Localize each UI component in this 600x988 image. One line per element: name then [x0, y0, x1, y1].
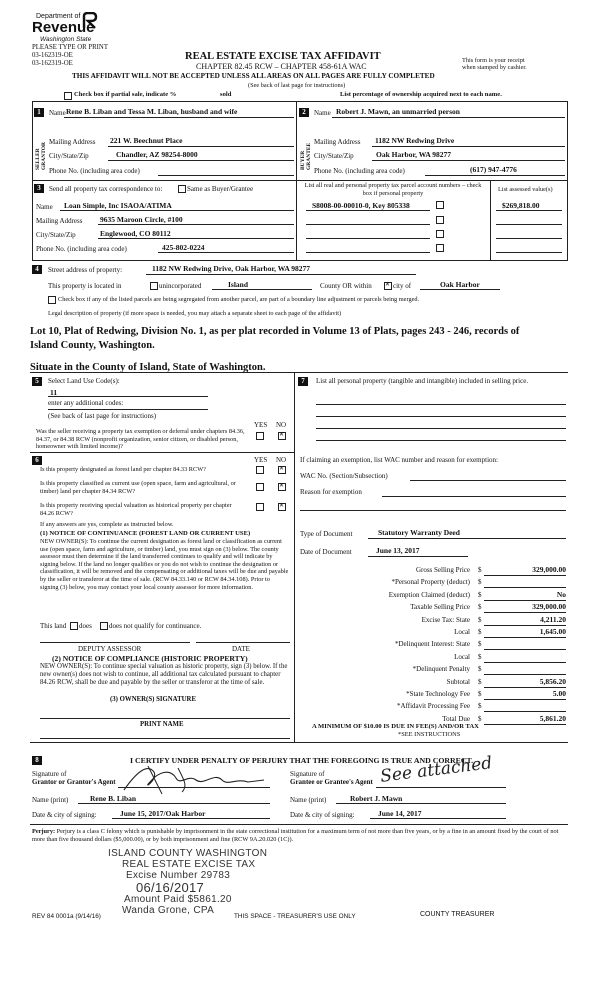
form-title: REAL ESTATE EXCISE TAX AFFIDAVIT [185, 51, 381, 62]
seller-city[interactable]: Chandler, AZ 98254-8000 [116, 150, 198, 159]
parcel-checkbox-2[interactable] [436, 216, 444, 224]
seller-name[interactable]: Rene B. Liban and Tessa M. Liban, husband and wife [66, 107, 238, 116]
grantor-signature[interactable] [118, 760, 268, 796]
section-1-number: 1 [34, 108, 44, 117]
fee-row-dollar: $ [478, 677, 482, 686]
see-attached-handwritten: See attached [379, 753, 494, 787]
treasurer-use-label: THIS SPACE - TREASURER'S USE ONLY [234, 913, 356, 920]
fee-row-value[interactable]: 5,861.20 [539, 713, 566, 723]
stamp-line-3: Excise Number 29783 [126, 870, 231, 881]
land-use-label: Select Land Use Code(s): [48, 377, 120, 385]
same-as-buyer-checkbox[interactable] [178, 185, 186, 193]
q3-label: Is this property receiving special valuation as historical property per chapter 84.26 RCW? [40, 502, 232, 517]
logo-top: Department of [36, 13, 81, 20]
print-name-label: PRINT NAME [140, 721, 184, 728]
s5-yes-checkbox[interactable] [256, 432, 264, 440]
seller-date[interactable]: June 15, 2017/Oak Harbor [120, 809, 206, 818]
q2-yes-checkbox[interactable] [256, 483, 264, 491]
logo-main: Revenue [32, 19, 95, 36]
logo-icon [82, 12, 98, 32]
seller-city-label: City/State/Zip [49, 152, 89, 160]
doc-type[interactable]: Statutory Warranty Deed [378, 528, 460, 537]
stamp-line-2: REAL ESTATE EXCISE TAX [122, 859, 256, 870]
fee-row-label: Total Due [442, 714, 470, 723]
fee-row-dollar: $ [478, 566, 482, 574]
assessed-header: List assessed value(s) [498, 186, 553, 193]
does-checkbox[interactable] [70, 622, 78, 630]
assessed-value[interactable]: $269,818.00 [502, 201, 540, 210]
pct-note: List percentage of ownership acquired next to each name. [340, 91, 502, 98]
buyer-city-label: City/State/Zip [314, 152, 354, 160]
fee-row-dollar: $ [478, 628, 482, 636]
q3-no-checkbox[interactable] [278, 503, 286, 511]
parcel-number[interactable]: S8008-00-00010-0, Key 805338 [312, 201, 410, 210]
grantor-sig-label-2: Grantor or Grantor's Agent [32, 778, 116, 786]
reason-label: Reason for exemption [300, 488, 362, 496]
fee-row-label: *State Technology Fee [406, 690, 470, 698]
owner-signature-label: (3) OWNER(S) SIGNATURE [110, 696, 196, 703]
fee-row-dollar: $ [478, 652, 482, 661]
fee-row-label: *Delinquent Penalty [412, 665, 470, 674]
this-land-label: This land [40, 622, 67, 630]
fee-row-dollar: $ [478, 603, 482, 612]
deputy-assessor-label: DEPUTY ASSESSOR [78, 645, 142, 653]
fee-row-underline [484, 612, 566, 613]
buyer-phone-label: Phone No. (including area code) [314, 167, 405, 175]
s3-city-label: City/State/Zip [36, 231, 76, 239]
county-or-label: County OR within [320, 282, 372, 290]
s5-see-back: (See back of last page for instructions) [48, 412, 157, 420]
type-note: PLEASE TYPE OR PRINT [32, 44, 108, 51]
q1-yes-checkbox[interactable] [256, 466, 264, 474]
fee-row-label: Taxable Selling Price [410, 603, 470, 612]
see-back: (See back of last page for instructions) [248, 82, 346, 89]
buyer-name[interactable]: Robert J. Mawn, an unmarried person [336, 107, 460, 116]
grantee-sig-label-1: Signature of [290, 770, 325, 778]
legal-line-3: Situate in the County of Island, State of Washington. [30, 362, 266, 373]
section-7-number: 7 [298, 377, 308, 386]
fee-row-underline [484, 699, 566, 700]
s5-yes-header: YES [254, 421, 268, 429]
seller-date-label: Date & city of signing: [32, 811, 97, 819]
notice1-body: NEW OWNER(S): To continue the current designation as forest land or classification as current use (open space, farm and agriculture, or timber) land, you must sign on (3) below. The county assessor must then determine if the land transferred continues to qualify and will indicate by signing below. If the land no longer qualifies or you do not wish to continue the designation or classification, it will be removed and the compensating or additional taxes will be due and payable by the seller or transferor at the time of sale. (RCW 84.33.140 or RCW 84.34.108). Prior to signing (3) below, you may contact your local county assessor for more information. [40, 538, 289, 591]
exemption-claim-label: If claiming an exemption, list WAC number and reason for exemption: [300, 456, 498, 464]
fee-row-value[interactable]: 5,856.20 [539, 676, 566, 686]
parcel-checkbox-3[interactable] [436, 230, 444, 238]
fee-row-dollar: $ [478, 640, 482, 649]
fee-row-value[interactable]: 329,000.00 [532, 565, 566, 574]
fee-row-value[interactable]: 4,211.20 [540, 614, 566, 624]
fee-row-dollar: $ [478, 615, 482, 624]
receipt-note-2: when stamped by cashier. [462, 64, 527, 71]
s3-city[interactable]: Englewood, CO 80112 [100, 229, 171, 238]
buyer-city[interactable]: Oak Harbor, WA 98277 [376, 150, 452, 159]
buyer-mailing-label: Mailing Address [314, 138, 361, 146]
fee-row-label: *Delinquent Interest: State [394, 640, 470, 649]
notice2-title: (2) NOTICE OF COMPLIANCE (HISTORIC PROPERTY) [52, 654, 248, 663]
land-use-code[interactable]: 11 [50, 388, 58, 397]
segregated-label: Check box if any of the listed parcels are being segregated from another parcel, are part of a boundary line adjustment or parcels being merged. [58, 296, 420, 303]
fee-row-underline [484, 724, 566, 725]
fee-row-underline [484, 662, 566, 663]
fee-row-label: Subtotal [446, 677, 470, 686]
county-treasurer-label: COUNTY TREASURER [420, 911, 495, 918]
fee-row-dollar: $ [478, 590, 482, 599]
buyer-date-label: Date & city of signing: [290, 811, 355, 819]
see-instructions: *SEE INSTRUCTIONS [398, 731, 461, 738]
fee-row-value[interactable]: No [556, 589, 566, 599]
fee-row-underline [484, 575, 566, 576]
legal-line-2: Island County, Washington. [30, 340, 155, 351]
legal-label: Legal description of property (if more space is needed, you may attach a separate sheet to each page of the affidavit) [48, 310, 342, 317]
city-value[interactable]: Oak Harbor [440, 280, 480, 289]
within-city-checkbox[interactable] [384, 282, 392, 290]
stamp-line-1: ISLAND COUNTY WASHINGTON [108, 848, 268, 859]
section-6-number: 6 [32, 456, 42, 465]
minimum-note: A MINIMUM OF $10.00 IS DUE IN FEE(S) AND/OR TAX [312, 723, 479, 730]
buyer-print-name[interactable]: Robert J. Mawn [350, 794, 403, 803]
rev-code: REV 84 0001a (9/14/16) [32, 913, 101, 920]
doc-date[interactable]: June 13, 2017 [376, 546, 420, 555]
fee-row-underline [484, 637, 566, 638]
seller-name-label: Name [49, 109, 66, 117]
q1-no-checkbox[interactable] [278, 466, 286, 474]
notice1-title: (1) NOTICE OF CONTINUANCE (FOREST LAND OR CURRENT USE) [40, 530, 251, 537]
same-as-label: Same as Buyer/Grantee [187, 185, 254, 193]
county-value[interactable]: Island [228, 280, 249, 289]
fee-row-underline [484, 587, 566, 588]
additional-codes-label: enter any additional codes: [48, 399, 124, 407]
perjury-text: Perjury is a class C felony which is punishable by imprisonment in the state correctional institution for a maximum term of not more than five years, or by a fine in an amount fixed by the court of not more than five thousand dollars ($5,000.00), or by both imprisonment and fine (RCW 9A.20.020 (1C)). [32, 828, 559, 843]
certify-statement: I CERTIFY UNDER PENALTY OF PERJURY THAT THE FOREGOING IS TRUE AND CORRECT. [130, 756, 474, 765]
does-label: does [79, 622, 92, 630]
seller-mailing[interactable]: 221 W. Beechnut Place [110, 136, 183, 145]
fee-row-value[interactable]: 1,645.00 [539, 627, 566, 636]
section-4-number: 4 [32, 265, 42, 274]
notice2-body: NEW OWNER(S): To continue special valuation as historic property, sign (3) below. If the new owner(s) does not wish to continue, all additional tax calculated pursuant to chapter 84.26 RCW, shall be due and payable by the seller or transferor at the time of sale. [40, 663, 288, 686]
located-label: This property is located in [48, 282, 122, 290]
does-not-label: does not qualify for continuance. [109, 622, 202, 630]
fee-row-underline [484, 674, 566, 675]
fee-row-label: Gross Selling Price [415, 566, 470, 574]
s3-mailing-label: Mailing Address [36, 217, 83, 225]
receipt-note-1: This form is your receipt [462, 57, 525, 64]
s5-no-checkbox[interactable] [278, 432, 286, 440]
section-2-number: 2 [299, 108, 309, 117]
unincorporated-checkbox[interactable] [150, 282, 158, 290]
buyer-phone[interactable]: (617) 947-4776 [470, 165, 517, 174]
fee-row-label: *Personal Property (deduct) [391, 578, 470, 587]
s3-name[interactable]: Loan Simple, Inc ISAOA/ATIMA [64, 201, 172, 210]
legal-line-1: Lot 10, Plat of Redwing, Division No. 1, as per plat recorded in Volume 13 of Plats, pages 243 - 246, records of [30, 326, 520, 337]
buyer-date[interactable]: June 14, 2017 [378, 809, 422, 818]
does-not-checkbox[interactable] [100, 622, 108, 630]
parcel-header: List all real and personal property tax parcel account numbers – check box if personal property [304, 182, 482, 197]
if-yes-note: If any answers are yes, complete as instructed below. [40, 521, 174, 528]
seller-side-label: SELLER GRANTOR [35, 141, 47, 170]
s3-phone-label: Phone No. (including area code) [36, 245, 127, 253]
date-label: DATE [232, 645, 250, 653]
doc-date-label: Date of Document [300, 548, 352, 556]
section-3-number: 3 [34, 184, 44, 193]
doc-type-label: Type of Document [300, 530, 353, 538]
buyer-name-label: Name [314, 109, 331, 117]
fee-row-underline [484, 625, 566, 626]
fee-row-dollar: $ [478, 702, 482, 711]
warning: THIS AFFIDAVIT WILL NOT BE ACCEPTED UNLESS ALL AREAS ON ALL PAGES ARE FULLY COMPLETED [72, 72, 435, 80]
s5-no-header: NO [276, 421, 287, 429]
grantee-sig-label-2: Grantee or Grantee's Agent [290, 778, 373, 786]
property-street[interactable]: 1182 NW Redwing Drive, Oak Harbor, WA 98277 [152, 264, 311, 273]
section-5-number: 5 [32, 377, 42, 386]
grantor-sig-label-1: Signature of [32, 770, 67, 778]
q2-label: Is this property classified as current use (open space, farm and agricultural, or timber) land per chapter 84.34 RCW? [40, 480, 236, 495]
q2-no-checkbox[interactable] [278, 483, 286, 491]
fee-row-underline [484, 649, 566, 650]
stamp-line-4: 06/16/2017 [136, 880, 205, 895]
parcel-checkbox-4[interactable] [436, 244, 444, 252]
s6-no-header: NO [276, 456, 287, 464]
fee-row-label: Local [454, 628, 470, 636]
seller-print-name[interactable]: Rene B. Liban [90, 794, 137, 803]
city-of-label: city of [393, 282, 412, 290]
buyer-mailing[interactable]: 1182 NW Redwing Drive [375, 136, 455, 145]
unincorporated-label: unincorporated [159, 282, 202, 290]
personal-property-label: List all personal property (tangible and intangible) included in selling price. [316, 377, 529, 385]
fee-row-label: Excise Tax: State [421, 615, 470, 624]
fee-row-value[interactable]: 5.00 [552, 689, 566, 698]
fee-row-label: *Affidavit Processing Fee [397, 702, 470, 711]
sold-label: sold [220, 91, 232, 98]
seller-mailing-label: Mailing Address [49, 138, 96, 146]
buyer-print-label: Name (print) [290, 796, 327, 804]
fee-row-dollar: $ [478, 665, 482, 674]
fee-row-dollar: $ [478, 690, 482, 698]
form-subtitle: CHAPTER 82.45 RCW – CHAPTER 458-61A WAC [196, 62, 367, 71]
section-8-number: 8 [32, 756, 42, 765]
logo-sub: Washington State [40, 36, 92, 43]
perjury-notice [32, 828, 566, 844]
q3-yes-checkbox[interactable] [256, 503, 264, 511]
s6-yes-header: YES [254, 456, 268, 464]
doc-id-2: 03-162319-OE [32, 60, 73, 67]
fee-row-dollar: $ [478, 578, 482, 587]
s3-name-label: Name [36, 203, 53, 211]
fee-row-label: Local [454, 652, 470, 661]
wac-label: WAC No. (Section/Subsection) [300, 472, 388, 480]
s3-phone[interactable]: 425-802-0224 [162, 243, 205, 252]
seller-print-label: Name (print) [32, 796, 69, 804]
fee-row-underline [484, 687, 566, 688]
perjury-label: Perjury: [32, 828, 56, 835]
stamp-line-6: Wanda Grone, CPA [122, 905, 215, 916]
fee-row-underline [484, 711, 566, 712]
s3-mailing[interactable]: 9635 Maroon Circle, #100 [100, 215, 183, 224]
seller-phone-label: Phone No. (including area code) [49, 167, 140, 175]
partial-sale-label: Check box if partial sale, indicate % [74, 91, 177, 98]
fee-row-underline [484, 600, 566, 601]
buyer-side-label: BUYER GRANTEE [300, 142, 312, 170]
partial-sale-checkbox[interactable] [64, 92, 72, 100]
parcel-checkbox-1[interactable] [436, 201, 444, 209]
fee-row-value[interactable]: 329,000.00 [532, 602, 566, 612]
street-label: Street address of property: [48, 266, 123, 274]
segregated-checkbox[interactable] [48, 296, 56, 304]
exemption-question: Was the seller receiving a property tax exemption or deferral under chapters 84.36, 84.37, or 84.38 RCW (nonprofit organization, senior citizen, or disabled person, homeowner with limited income)? [36, 428, 245, 450]
send-label: Send all property tax correspondence to: [49, 185, 163, 193]
doc-id-1: 03-162319-OE [32, 52, 73, 59]
fee-row-dollar: $ [478, 714, 482, 723]
fee-row-label: Exemption Claimed (deduct) [388, 590, 470, 599]
stamp-line-5: Amount Paid $5861.20 [124, 894, 232, 905]
q1-label: Is this property designated as forest land per chapter 84.33 RCW? [40, 466, 206, 473]
